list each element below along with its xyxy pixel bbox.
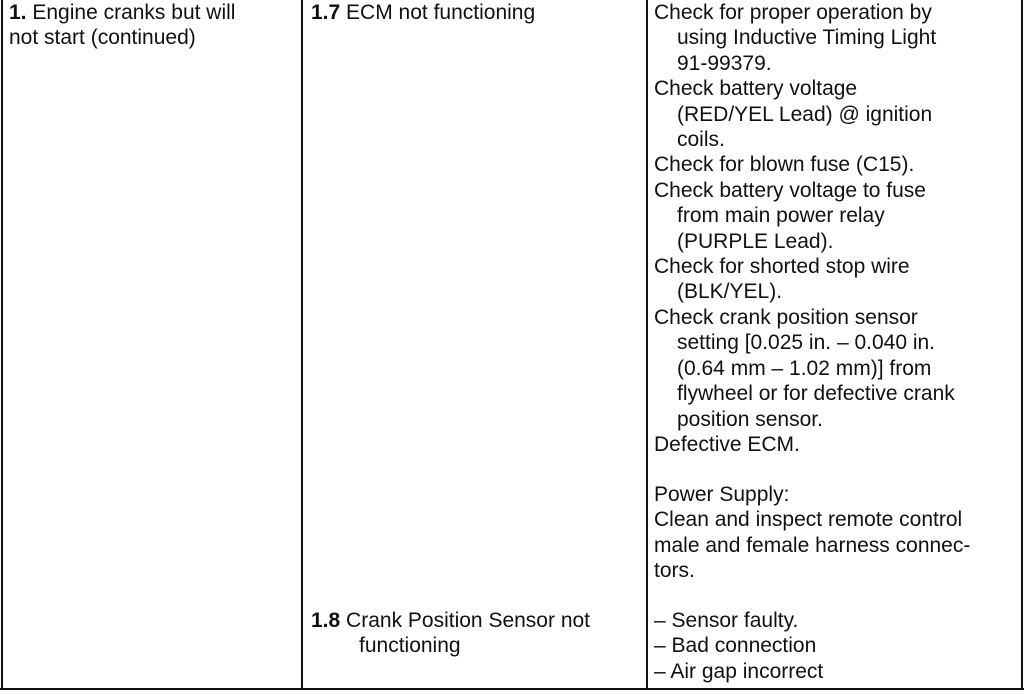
symptom-number: 1. [9, 1, 27, 24]
remedy-item-2-cont-1: (RED/YEL Lead) @ ignition [677, 102, 933, 126]
remedy-cell-crank-sensor [654, 608, 823, 684]
remedy-item-4-cont-1: from main power relay [677, 204, 885, 228]
crank-remedy-1: – Sensor faulty. [654, 609, 799, 632]
column-divider-1 [301, 0, 303, 690]
symptom-line-2: not start (continued) [9, 26, 196, 50]
remedy-item-6-cont-2: (0.64 mm – 1.02 mm)] from [677, 356, 932, 380]
symptom-text: Engine cranks but will [32, 1, 236, 24]
remedy-item-6-cont-3: flywheel or for defective crank [677, 382, 955, 406]
crank-remedy-3: – Air gap incorrect [654, 659, 824, 683]
table-right-border [1021, 0, 1023, 690]
cause-crank-text: Crank Position Sensor not [346, 609, 591, 632]
symptom-cell [9, 0, 235, 51]
cause-cell-crank-sensor [311, 608, 590, 659]
remedy-item-5-cont-1: (BLK/YEL). [677, 280, 783, 304]
power-supply-heading: Power Supply: [654, 483, 790, 506]
remedy-item-4: Check battery voltage to fuse [654, 178, 926, 202]
table-left-border [1, 0, 3, 690]
cause-ecm-line [311, 0, 535, 25]
remedy-item-3: Check for blown fuse (C15). [654, 153, 915, 177]
remedy-cell-power-supply [654, 482, 970, 584]
remedy-item-1-cont-2: 91-99379. [677, 51, 772, 75]
remedy-cell-ecm [654, 0, 955, 457]
cause-ecm-number: 1.7 [311, 1, 341, 24]
cause-crank-line-1 [311, 608, 590, 633]
table-bottom-border [0, 688, 1024, 690]
remedy-item-1-cont-1: using Inductive Timing Light [677, 26, 937, 50]
remedy-item-6: Check crank position sensor [654, 305, 918, 329]
remedy-item-2-cont-2: coils. [677, 128, 725, 152]
cause-crank-line-2: functioning [359, 634, 461, 658]
remedy-item-6-cont-1: setting [0.025 in. – 0.040 in. [677, 331, 936, 355]
cause-cell-ecm [311, 0, 535, 25]
power-supply-line-2: male and female harness connec- [654, 533, 971, 557]
cause-crank-number: 1.8 [311, 609, 341, 632]
remedy-item-7: Defective ECM. [654, 432, 800, 456]
symptom-line-1 [9, 0, 235, 25]
remedy-item-6-cont-4: position sensor. [677, 407, 823, 431]
remedy-item-4-cont-2: (PURPLE Lead). [677, 229, 834, 253]
cause-ecm-text: ECM not functioning [346, 1, 536, 24]
power-supply-line-1: Clean and inspect remote control [654, 508, 963, 532]
remedy-item-2: Check battery voltage [654, 77, 858, 101]
remedy-item-5: Check for shorted stop wire [654, 255, 910, 279]
column-divider-2 [646, 0, 648, 690]
crank-remedy-2: – Bad connection [654, 634, 817, 658]
remedy-item-1: Check for proper operation by [654, 1, 932, 24]
power-supply-line-3: tors. [654, 559, 695, 583]
